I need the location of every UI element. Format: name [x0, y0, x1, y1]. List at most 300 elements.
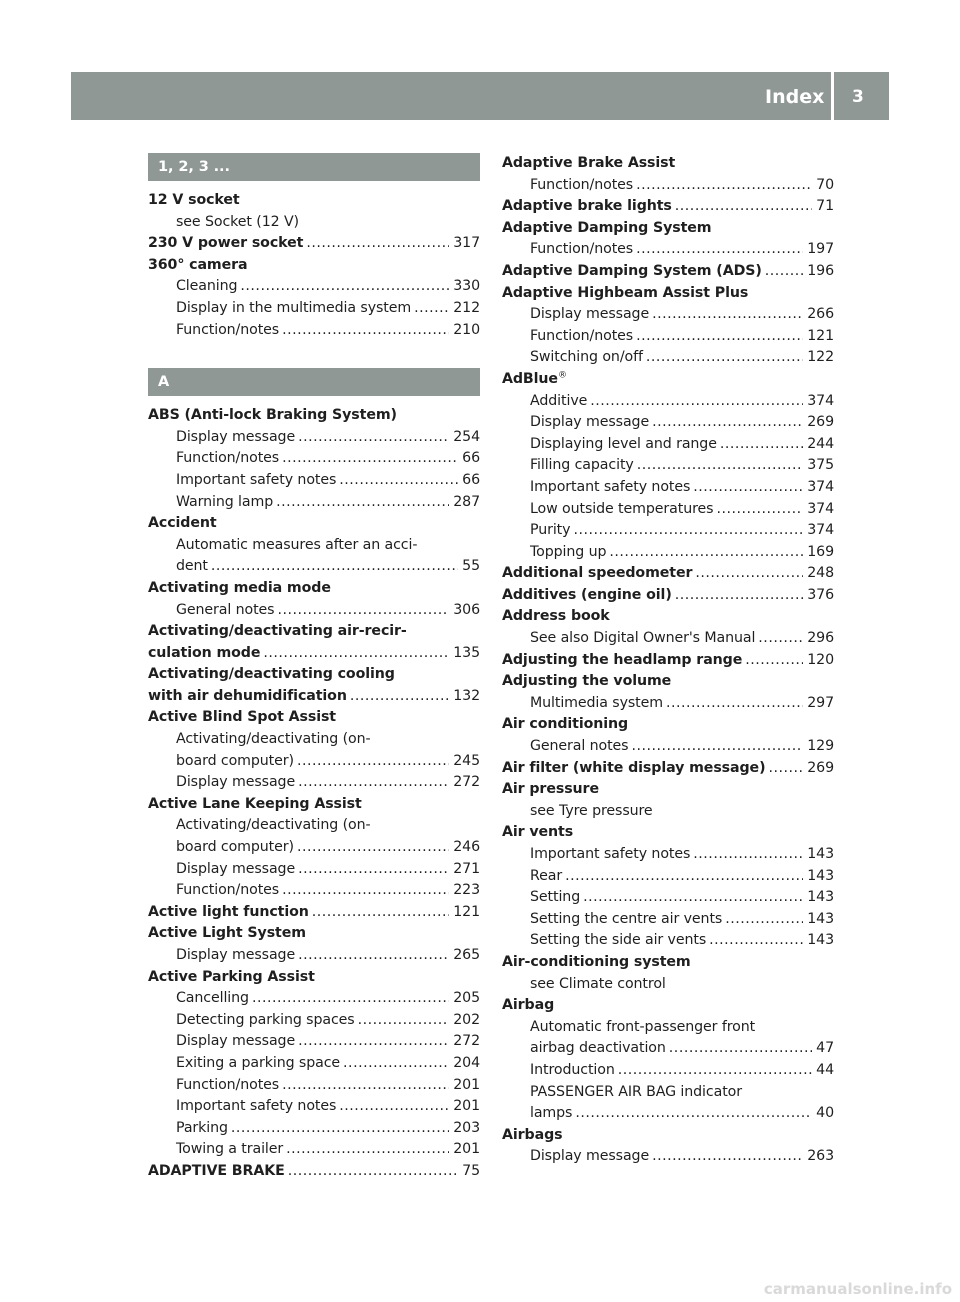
- index-subentry: [502, 1146, 834, 1168]
- page-ref: 122: [807, 349, 834, 366]
- dot-leader: [609, 542, 803, 564]
- subentry-text: Cancelling: [176, 990, 249, 1007]
- index-heading: [148, 578, 480, 600]
- dot-leader: [211, 556, 458, 578]
- subentry-text: board computer): [176, 839, 294, 856]
- entry-text: Adjusting the headlamp range: [502, 651, 743, 668]
- subentry-text: Low outside temperatures: [530, 500, 714, 517]
- page-ref: 143: [807, 846, 834, 862]
- dot-leader: [765, 261, 803, 283]
- dot-leader: [716, 499, 803, 521]
- index-heading: [502, 779, 834, 801]
- index-subentry: [148, 772, 480, 794]
- subentry-text: Important safety notes: [176, 471, 337, 488]
- subentry-text: Displaying level and range: [530, 435, 717, 452]
- dot-leader: [693, 844, 803, 866]
- subentry-text: Display message: [176, 774, 296, 791]
- index-subentry: [502, 801, 834, 823]
- subentry-text: Function/notes: [176, 1076, 280, 1093]
- section-header: 1, 2, 3 ...: [148, 153, 480, 181]
- subentry-text: Setting: [530, 889, 581, 906]
- page-ref: 44: [816, 1061, 834, 1078]
- index-entry: [502, 585, 834, 607]
- index-subentry: [148, 470, 480, 492]
- page-ref: 287: [453, 493, 480, 510]
- heading-text: Active Lane Keeping Assist: [148, 795, 362, 812]
- registered-mark: ®: [557, 370, 567, 381]
- heading-text: Air-conditioning system: [502, 953, 691, 970]
- page-ref: 143: [807, 889, 834, 906]
- heading-text: 360° camera: [148, 256, 248, 273]
- section-header: A: [148, 368, 480, 396]
- subentry-text: Display message: [530, 1148, 650, 1165]
- index-subentry: [502, 239, 834, 261]
- index-subentry: [502, 434, 834, 456]
- dot-leader: [709, 930, 803, 952]
- index-subentry: [148, 815, 480, 837]
- heading-text: Address book: [502, 608, 610, 625]
- index-subentry: [148, 212, 480, 234]
- subentry-text: Warning lamp: [176, 493, 274, 510]
- heading-text: Adaptive Damping System: [502, 219, 712, 236]
- page-ref: 254: [453, 428, 480, 445]
- subentry-text: Display message: [530, 414, 650, 431]
- index-subentry: [148, 1139, 480, 1161]
- index-subentry: [502, 1060, 834, 1082]
- page-ref: 143: [807, 867, 834, 884]
- section-spacer: [148, 341, 480, 368]
- subentry-text: Display in the multimedia system: [176, 299, 412, 316]
- heading-text: ABS (Anti-lock Braking System): [148, 407, 397, 424]
- page-ref: 272: [453, 774, 480, 791]
- subentry-text: Automatic measures after an acci-: [176, 536, 418, 553]
- index-subentry: [148, 448, 480, 470]
- dot-leader: [652, 304, 803, 326]
- index-subentry: [148, 1031, 480, 1053]
- index-subentry: [502, 909, 834, 931]
- subentry-text: Multimedia system: [530, 694, 663, 711]
- index-subentry: [502, 347, 834, 369]
- dot-leader: [720, 434, 803, 456]
- subentry-text: Automatic front-passenger front: [530, 1018, 756, 1035]
- header-divider: [831, 72, 834, 120]
- dot-leader: [276, 492, 449, 514]
- index-subentry: [502, 736, 834, 758]
- index-heading: [148, 923, 480, 945]
- dot-leader: [636, 175, 812, 197]
- page-ref: 66: [462, 450, 480, 467]
- heading-text: Activating media mode: [148, 579, 331, 596]
- heading-text: Active Light System: [148, 925, 306, 942]
- dot-leader: [297, 751, 449, 773]
- dot-leader: [282, 880, 449, 902]
- index-subentry: [502, 1017, 834, 1039]
- entry-text: Air filter (white display message): [502, 759, 766, 776]
- index-subentry: [148, 751, 480, 773]
- heading-text: Active Parking Assist: [148, 968, 315, 985]
- subentry-text: PASSENGER AIR BAG indicator: [530, 1083, 742, 1100]
- heading-text: Adaptive Highbeam Assist Plus: [502, 284, 749, 301]
- page-ref: 265: [453, 947, 480, 963]
- dot-leader: [358, 1010, 450, 1032]
- page-ref: 269: [807, 759, 834, 776]
- dot-leader: [339, 1096, 449, 1118]
- index-entry: [502, 758, 834, 780]
- index-heading: [502, 822, 834, 844]
- dot-leader: [252, 988, 449, 1010]
- heading-text: Air pressure: [502, 781, 599, 798]
- subentry-text: Important safety notes: [530, 846, 691, 862]
- index-entry: [148, 902, 480, 924]
- index-subentry: [148, 859, 480, 881]
- page-ref: 201: [453, 1098, 480, 1115]
- page-ref: 47: [816, 1040, 834, 1057]
- page-ref: 196: [807, 262, 834, 279]
- dot-leader: [575, 1103, 812, 1125]
- subentry-text: Parking: [176, 1119, 228, 1136]
- dot-leader: [298, 1031, 449, 1053]
- page-ref: 143: [807, 932, 834, 949]
- page-ref: 245: [453, 752, 480, 769]
- index-subentry: [148, 729, 480, 751]
- dot-leader: [693, 477, 803, 499]
- subentry-text: see Climate control: [530, 975, 666, 992]
- subentry-text: General notes: [176, 601, 275, 618]
- index-entry: [502, 650, 834, 672]
- page-ref: 374: [807, 500, 834, 517]
- index-heading: [502, 606, 834, 628]
- index-subentry: [502, 1038, 834, 1060]
- subentry-text: dent: [176, 558, 208, 575]
- index-subentry: [502, 1103, 834, 1125]
- subentry-text: Function/notes: [530, 327, 634, 344]
- dot-leader: [636, 239, 803, 261]
- index-heading: [148, 794, 480, 816]
- subentry-text: Display message: [176, 1033, 296, 1050]
- index-subentry: [502, 455, 834, 477]
- page-ref: 271: [453, 860, 480, 877]
- subentry-text: Display message: [176, 860, 296, 877]
- page-ref: 374: [807, 392, 834, 409]
- dot-leader: [725, 909, 803, 931]
- dot-leader: [414, 298, 449, 320]
- index-entry: [148, 686, 480, 708]
- dot-leader: [637, 455, 804, 477]
- entry-text: Active light function: [148, 903, 309, 920]
- dot-leader: [350, 686, 449, 708]
- entry-text: culation mode: [148, 644, 261, 661]
- page-ref: 297: [807, 694, 834, 711]
- index-subentry: [148, 945, 480, 967]
- page-number: 3: [852, 87, 864, 107]
- subentry-text: See also Digital Owner's Manual: [530, 630, 756, 647]
- dot-leader: [573, 520, 803, 542]
- page-ref: 246: [453, 839, 480, 856]
- index-subentry: [502, 628, 834, 650]
- subentry-text: Display message: [530, 306, 650, 323]
- subentry-text: Function/notes: [530, 176, 634, 193]
- page-ref: 374: [807, 478, 834, 495]
- page-ref: 376: [807, 586, 834, 603]
- entry-text: Additives (engine oil): [502, 586, 672, 603]
- page-ref: 201: [453, 1076, 480, 1093]
- index-subentry: [148, 320, 480, 342]
- dot-leader: [306, 233, 449, 255]
- index-subentry: [502, 499, 834, 521]
- page-ref: 203: [453, 1119, 480, 1136]
- dot-leader: [675, 196, 812, 218]
- index-heading: [148, 405, 480, 427]
- index-subentry: [502, 175, 834, 197]
- index-heading: [502, 1125, 834, 1147]
- heading-text: 12 V socket: [148, 192, 240, 208]
- index-subentry: [502, 866, 834, 888]
- index-subentry: [148, 1075, 480, 1097]
- dot-leader: [666, 693, 803, 715]
- page-ref: 317: [453, 235, 480, 252]
- index-entry: [148, 643, 480, 665]
- heading-text: AdBlue: [502, 370, 558, 387]
- page-ref: 374: [807, 522, 834, 539]
- entry-text: Additional speedometer: [502, 565, 693, 582]
- subentry-text: Introduction: [530, 1061, 615, 1078]
- dot-leader: [277, 600, 449, 622]
- subentry-text: Switching on/off: [530, 349, 643, 366]
- index-subentry: [148, 1010, 480, 1032]
- dot-leader: [343, 1053, 449, 1075]
- dot-leader: [652, 412, 803, 434]
- index-heading: [148, 255, 480, 277]
- dot-leader: [298, 427, 449, 449]
- index-heading: [502, 369, 834, 391]
- dot-leader: [758, 628, 803, 650]
- dot-leader: [286, 1139, 449, 1161]
- index-column-right: [502, 153, 834, 1168]
- index-subentry: [502, 391, 834, 413]
- dot-leader: [768, 758, 803, 780]
- heading-text: Adaptive Brake Assist: [502, 155, 676, 171]
- subentry-text: see Socket (12 V): [176, 213, 299, 230]
- page-ref: 135: [453, 644, 480, 661]
- dot-leader: [669, 1038, 812, 1060]
- subentry-text: Function/notes: [176, 450, 280, 467]
- heading-text: Airbag: [502, 997, 555, 1014]
- index-subentry: [148, 276, 480, 298]
- dot-leader: [583, 887, 803, 909]
- dot-leader: [312, 902, 449, 924]
- index-heading: [148, 664, 480, 686]
- page-ref: 70: [816, 176, 834, 193]
- index-heading: [148, 967, 480, 989]
- dot-leader: [745, 650, 803, 672]
- dot-leader: [231, 1118, 449, 1140]
- index-subentry: [148, 492, 480, 514]
- heading-text: Air vents: [502, 824, 574, 841]
- index-subentry: [148, 535, 480, 557]
- page-ref: 269: [807, 414, 834, 431]
- dot-leader: [298, 859, 449, 881]
- index-heading: [148, 190, 480, 212]
- subentry-text: Function/notes: [176, 882, 280, 899]
- subentry-text: General notes: [530, 738, 629, 755]
- page-ref: 375: [807, 457, 834, 474]
- dot-leader: [282, 320, 449, 342]
- entry-text: Adaptive brake lights: [502, 198, 672, 215]
- index-heading: [148, 707, 480, 729]
- page-ref: 201: [453, 1141, 480, 1158]
- dot-leader: [565, 866, 803, 888]
- dot-leader: [618, 1060, 812, 1082]
- dot-leader: [631, 736, 803, 758]
- index-subentry: [502, 1082, 834, 1104]
- index-column-left: [148, 153, 480, 1183]
- index-subentry: [502, 304, 834, 326]
- subentry-text: Activating/deactivating (on-: [176, 731, 371, 748]
- index-entry: [148, 1161, 480, 1183]
- page-ref: 266: [807, 306, 834, 323]
- page-ref: 197: [807, 241, 834, 258]
- index-heading: [148, 513, 480, 535]
- dot-leader: [590, 391, 803, 413]
- page-ref: 306: [453, 601, 480, 618]
- index-entry: [502, 196, 834, 218]
- page-ref: 55: [462, 558, 480, 575]
- heading-text: Accident: [148, 515, 217, 532]
- index-heading: [148, 621, 480, 643]
- subentry-text: Display message: [176, 947, 296, 963]
- page-ref: 212: [453, 299, 480, 316]
- index-subentry: [148, 600, 480, 622]
- page-ref: 204: [453, 1054, 480, 1071]
- subentry-text: Towing a trailer: [176, 1141, 284, 1158]
- page-ref: 66: [462, 471, 480, 488]
- watermark: carmanualsonline.info: [763, 1280, 952, 1298]
- dot-leader: [675, 585, 804, 607]
- index-entry: [148, 233, 480, 255]
- index-heading: [502, 153, 834, 175]
- index-subentry: [502, 974, 834, 996]
- index-subentry: [148, 298, 480, 320]
- page-ref: 210: [453, 321, 480, 338]
- page-ref: 75: [462, 1162, 480, 1179]
- subentry-text: Function/notes: [176, 321, 280, 338]
- subentry-text: Rear: [530, 867, 563, 884]
- index-subentry: [148, 427, 480, 449]
- page-ref: 205: [453, 990, 480, 1007]
- subentry-text: lamps: [530, 1105, 573, 1122]
- heading-text: Activating/deactivating cooling: [148, 666, 395, 683]
- heading-text: Active Blind Spot Assist: [148, 709, 336, 726]
- subentry-text: Cleaning: [176, 278, 238, 295]
- index-subentry: [502, 887, 834, 909]
- index-heading: [502, 995, 834, 1017]
- entry-text: 230 V power socket: [148, 235, 304, 252]
- index-subentry: [502, 412, 834, 434]
- page-ref: 121: [453, 903, 480, 920]
- index-subentry: [502, 693, 834, 715]
- dot-leader: [282, 1075, 449, 1097]
- index-subentry: [148, 837, 480, 859]
- index-subentry: [502, 520, 834, 542]
- page-ref: 129: [807, 738, 834, 755]
- page-ref: 120: [807, 651, 834, 668]
- dot-leader: [240, 276, 449, 298]
- page-ref: 296: [807, 630, 834, 647]
- page-ref: 263: [807, 1148, 834, 1165]
- page-ref: 71: [816, 198, 834, 215]
- dot-leader: [288, 1161, 458, 1183]
- dot-leader: [695, 563, 803, 585]
- index-subentry: [502, 326, 834, 348]
- subentry-text: see Tyre pressure: [530, 802, 653, 819]
- index-entry: [502, 563, 834, 585]
- index-subentry: [502, 930, 834, 952]
- subentry-text: Display message: [176, 428, 296, 445]
- index-heading: [502, 952, 834, 974]
- index-subentry: [502, 542, 834, 564]
- subentry-text: Function/notes: [530, 241, 634, 258]
- dot-leader: [298, 772, 449, 794]
- dot-leader: [263, 643, 449, 665]
- subentry-text: Filling capacity: [530, 457, 634, 474]
- heading-text: Airbags: [502, 1126, 563, 1143]
- page-ref: 272: [453, 1033, 480, 1050]
- dot-leader: [297, 837, 449, 859]
- subentry-text: Setting the side air vents: [530, 932, 707, 949]
- index-heading: [502, 283, 834, 305]
- index-subentry: [148, 880, 480, 902]
- entry-text: ADAPTIVE BRAKE: [148, 1162, 285, 1179]
- subentry-text: Important safety notes: [530, 478, 691, 495]
- subentry-text: Additive: [530, 392, 588, 409]
- index-heading: [502, 714, 834, 736]
- subentry-text: Activating/deactivating (on-: [176, 817, 371, 834]
- dot-leader: [646, 347, 803, 369]
- subentry-text: Detecting parking spaces: [176, 1011, 355, 1028]
- index-heading: [502, 671, 834, 693]
- page-ref: 202: [453, 1011, 480, 1028]
- dot-leader: [282, 448, 458, 470]
- dot-leader: [652, 1146, 803, 1168]
- index-subentry: [148, 1053, 480, 1075]
- page-ref: 244: [807, 435, 834, 452]
- heading-text: Adjusting the volume: [502, 673, 672, 690]
- dot-leader: [298, 945, 449, 967]
- index-subentry: [148, 988, 480, 1010]
- subentry-text: Purity: [530, 522, 571, 539]
- entry-text: with air dehumidification: [148, 687, 347, 704]
- index-subentry: [148, 1096, 480, 1118]
- heading-text: Air conditioning: [502, 716, 629, 733]
- index-subentry: [502, 477, 834, 499]
- page-ref: 223: [453, 882, 480, 899]
- page-ref: 330: [453, 278, 480, 295]
- dot-leader: [339, 470, 458, 492]
- page-ref: 132: [453, 687, 480, 704]
- index-subentry: [502, 844, 834, 866]
- page-ref: 40: [816, 1105, 834, 1122]
- dot-leader: [636, 326, 803, 348]
- subentry-text: Setting the centre air vents: [530, 910, 723, 927]
- index-heading: [502, 218, 834, 240]
- subentry-text: Important safety notes: [176, 1098, 337, 1115]
- page-ref: 143: [807, 910, 834, 927]
- subentry-text: Topping up: [530, 543, 607, 560]
- page-ref: 121: [807, 327, 834, 344]
- entry-text: Adaptive Damping System (ADS): [502, 262, 762, 279]
- subentry-text: airbag deactivation: [530, 1040, 666, 1057]
- heading-text: Activating/deactivating air-recir-: [148, 623, 407, 640]
